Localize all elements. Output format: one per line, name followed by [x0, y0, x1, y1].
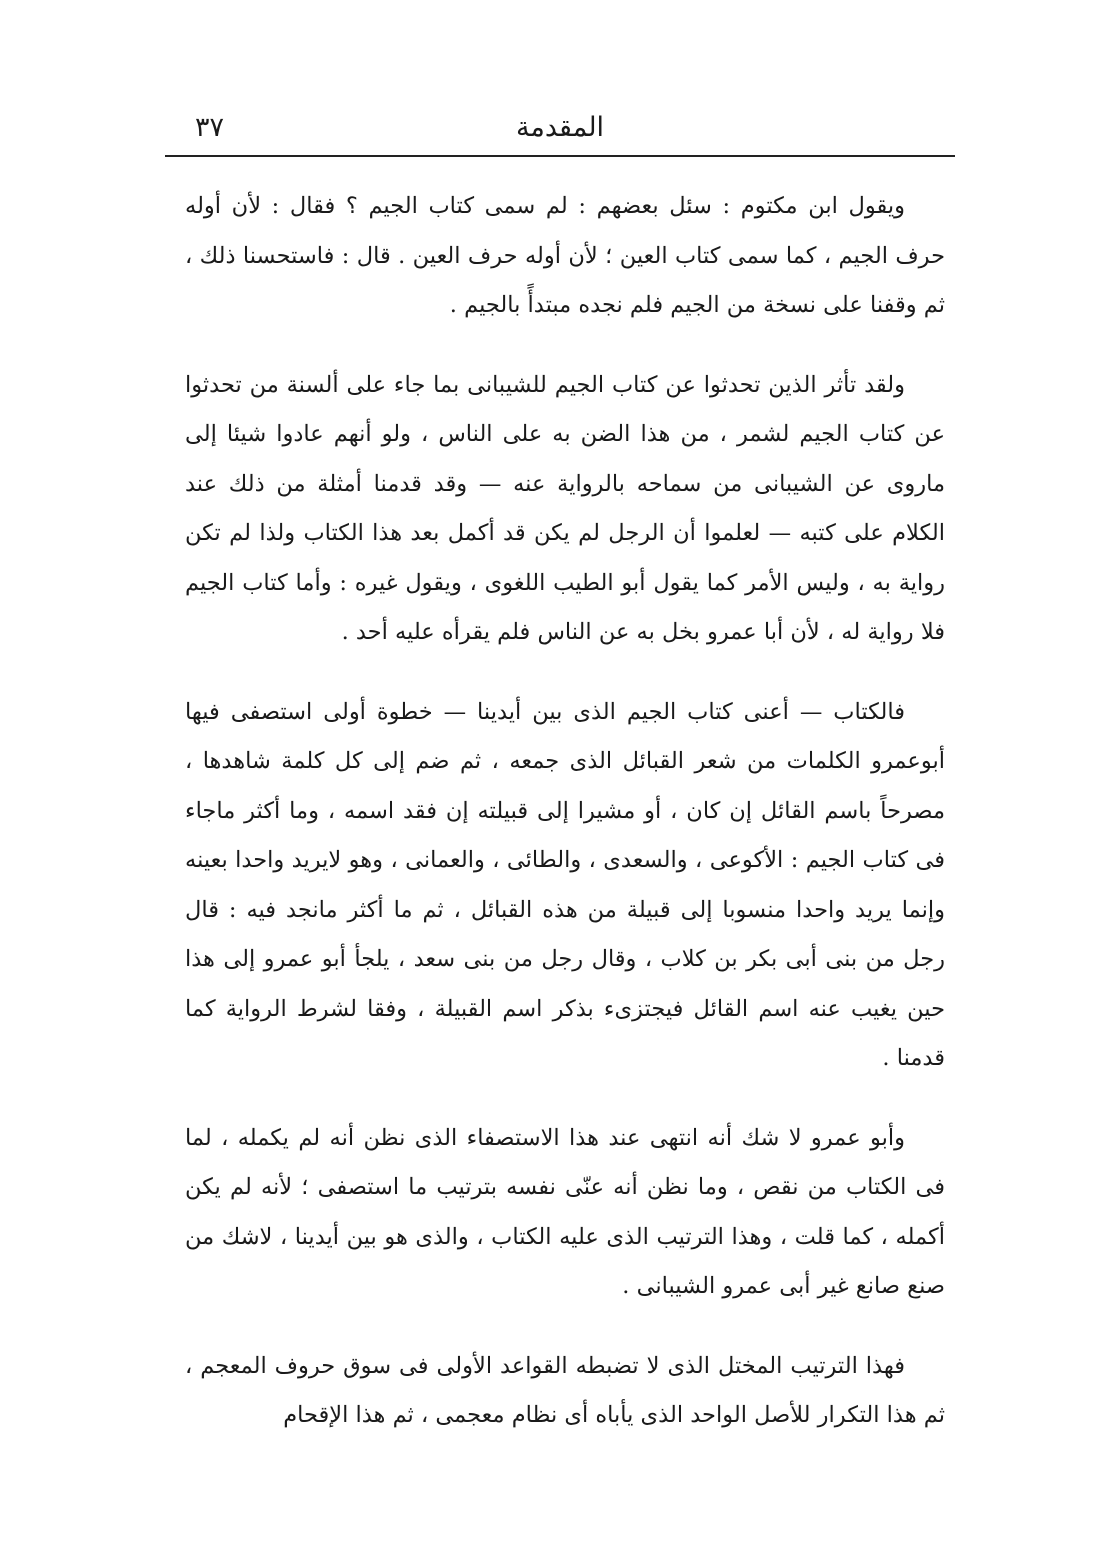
paragraph-5: فهذا الترتيب المختل الذى لا تضبطه القواعد الأولى فى سوق حروف المعجم ، ثم هذا التكرار للأصل الواحد الذى يأباه أى نظام معجمى ، ثم هذا الإقحام [185, 1352, 945, 1428]
page-header [165, 108, 955, 152]
page-number: ٣٧ [195, 112, 225, 143]
paragraph-3: فالكتاب — أعنى كتاب الجيم الذى بين أيدينا — خطوة أولى استصفى فيها أبوعمرو الكلمات من شعر القبائل الذى جمعه ، ثم ضم إلى كل كلمة شاهدها ، مصرحاً باسم القائل إن كان ، أو مشيرا إلى قبيلته إن فقد اسمه ، وما أكثر ماجاء فى كتاب الجيم : الأكوعى ، والسعدى ، والطائى ، والعمانى ، وهو لايريد واحدا بعينه وإنما يريد واحدا منسوبا إلى قبيلة من هذه القبائل ، ثم ما أكثر مانجد فيه : قال رجل من بنى أبى بكر بن كلاب ، وقال رجل من بنى سعد ، يلجأ أبو عمرو إلى هذا حين يغيب عنه اسم القائل فيجتزىء بذكر اسم القبيلة ، وفقا لشرط الرواية كما قدمنا . [185, 698, 945, 1071]
header-rule [165, 155, 955, 157]
running-title: المقدمة [515, 112, 605, 143]
paragraph-2: ولقد تأثر الذين تحدثوا عن كتاب الجيم للشيبانى بما جاء على ألسنة من تحدثوا عن كتاب الجيم لشمر ، من هذا الضن به على الناس ، ولو أنهم عادوا شيئا إلى ماروى عن الشيبانى من سماحه بالرواية عنه — وقد قدمنا أمثلة من ذلك عند الكلام على كتبه — لعلموا أن الرجل لم يكن قد أكمل بعد هذا الكتاب ولذا لم تكن رواية به ، وليس الأمر كما يقول أبو الطيب اللغوى ، ويقول غيره : وأما كتاب الجيم فلا رواية له ، لأن أبا عمرو بخل به عن الناس فلم يقرأه عليه أحد . [185, 371, 945, 645]
paragraph-1: ويقول ابن مكتوم : سئل بعضهم : لم سمى كتاب الجيم ؟ فقال : لأن أوله حرف الجيم ، كما سمى كتاب العين ؛ لأن أوله حرف العين . قال : فاستحسنا ذلك ، ثم وقفنا على نسخة من الجيم فلم نجده مبتدأً بالجيم . [185, 193, 945, 318]
paragraph-4: وأبو عمرو لا شك أنه انتهى عند هذا الاستصفاء الذى نظن أنه لم يكمله ، لما فى الكتاب من نقص ، وما نظن أنه عنّى نفسه بترتيب ما استصفى ؛ لأنه لم يكن أكمله ، كما قلت ، وهذا الترتيب الذى عليه الكتاب ، والذى هو بين أيدينا ، لاشك من صنع صانع غير أبى عمرو الشيبانى . [185, 1124, 945, 1299]
page-body [185, 182, 945, 1441]
